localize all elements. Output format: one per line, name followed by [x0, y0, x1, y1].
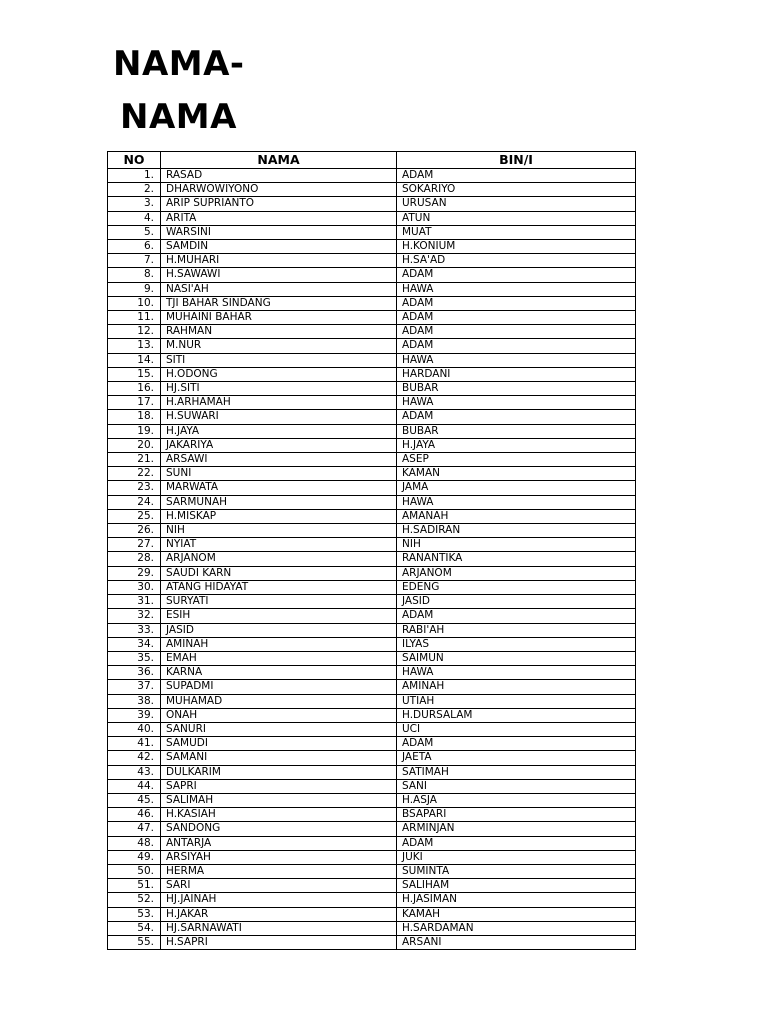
- row-bin: ADAM: [397, 325, 636, 339]
- table-row: [108, 268, 636, 282]
- row-bin: UCI: [397, 722, 636, 736]
- table-row: [108, 722, 636, 736]
- row-nama: SARMUNAH: [161, 495, 397, 509]
- table-row: [108, 197, 636, 211]
- row-nama: SANURI: [161, 722, 397, 736]
- row-number: 29.: [108, 566, 161, 580]
- table-row: [108, 325, 636, 339]
- row-nama: ANTARJA: [161, 836, 397, 850]
- row-nama: EMAH: [161, 651, 397, 665]
- header-nama: NAMA: [161, 152, 397, 169]
- row-bin: JUKI: [397, 850, 636, 864]
- row-nama: SAUDI KARN: [161, 566, 397, 580]
- row-number: 7.: [108, 254, 161, 268]
- row-bin: ADAM: [397, 737, 636, 751]
- row-nama: SARI: [161, 879, 397, 893]
- row-bin: NIH: [397, 538, 636, 552]
- row-bin: URUSAN: [397, 197, 636, 211]
- row-number: 45.: [108, 793, 161, 807]
- row-nama: NIH: [161, 524, 397, 538]
- row-number: 1.: [108, 169, 161, 183]
- row-bin: ILYAS: [397, 637, 636, 651]
- row-nama: NASI'AH: [161, 282, 397, 296]
- row-bin: HARDANI: [397, 367, 636, 381]
- row-number: 26.: [108, 524, 161, 538]
- row-nama: SURYATI: [161, 595, 397, 609]
- row-bin: AMANAH: [397, 509, 636, 523]
- row-number: 35.: [108, 651, 161, 665]
- row-bin: JAMA: [397, 481, 636, 495]
- table-row: [108, 822, 636, 836]
- row-number: 15.: [108, 367, 161, 381]
- row-nama: MUHAMAD: [161, 694, 397, 708]
- names-table: [107, 151, 636, 950]
- table-row: [108, 751, 636, 765]
- row-nama: H.ODONG: [161, 367, 397, 381]
- row-bin: UTIAH: [397, 694, 636, 708]
- table-row: [108, 467, 636, 481]
- row-nama: H.KASIAH: [161, 808, 397, 822]
- row-number: 3.: [108, 197, 161, 211]
- table-row: [108, 694, 636, 708]
- row-number: 30.: [108, 580, 161, 594]
- row-bin: ADAM: [397, 410, 636, 424]
- table-row: [108, 737, 636, 751]
- row-number: 53.: [108, 907, 161, 921]
- row-nama: SALIMAH: [161, 793, 397, 807]
- row-nama: ARSAWI: [161, 453, 397, 467]
- row-number: 55.: [108, 935, 161, 949]
- table-row: [108, 623, 636, 637]
- row-number: 19.: [108, 424, 161, 438]
- row-nama: ATANG HIDAYAT: [161, 580, 397, 594]
- row-number: 8.: [108, 268, 161, 282]
- table-row: [108, 396, 636, 410]
- row-nama: DHARWOWIYONO: [161, 183, 397, 197]
- row-bin: MUAT: [397, 225, 636, 239]
- row-nama: ARIP SUPRIANTO: [161, 197, 397, 211]
- row-number: 38.: [108, 694, 161, 708]
- row-bin: H.JAYA: [397, 438, 636, 452]
- row-bin: HAWA: [397, 495, 636, 509]
- table-header-row: [108, 152, 636, 169]
- row-nama: SUNI: [161, 467, 397, 481]
- row-number: 2.: [108, 183, 161, 197]
- row-number: 23.: [108, 481, 161, 495]
- row-nama: MUHAINI BAHAR: [161, 311, 397, 325]
- table-row: [108, 708, 636, 722]
- row-bin: ASEP: [397, 453, 636, 467]
- header-no: NO: [108, 152, 161, 169]
- table-row: [108, 580, 636, 594]
- table-row: [108, 595, 636, 609]
- row-nama: WARSINI: [161, 225, 397, 239]
- table-row: [108, 893, 636, 907]
- row-number: 12.: [108, 325, 161, 339]
- row-bin: ATUN: [397, 211, 636, 225]
- row-nama: SAMANI: [161, 751, 397, 765]
- row-nama: HJ.SARNAWATI: [161, 921, 397, 935]
- row-bin: HAWA: [397, 282, 636, 296]
- row-number: 46.: [108, 808, 161, 822]
- table-row: [108, 637, 636, 651]
- table-row: [108, 453, 636, 467]
- row-bin: H.JASIMAN: [397, 893, 636, 907]
- row-bin: KAMAN: [397, 467, 636, 481]
- row-number: 34.: [108, 637, 161, 651]
- row-bin: EDENG: [397, 580, 636, 594]
- row-nama: ARJANOM: [161, 552, 397, 566]
- table-row: [108, 367, 636, 381]
- table-row: [108, 808, 636, 822]
- row-number: 11.: [108, 311, 161, 325]
- table-row: [108, 566, 636, 580]
- row-nama: H.SUWARI: [161, 410, 397, 424]
- row-number: 43.: [108, 765, 161, 779]
- row-number: 48.: [108, 836, 161, 850]
- row-bin: HAWA: [397, 666, 636, 680]
- row-bin: RANANTIKA: [397, 552, 636, 566]
- row-bin: JASID: [397, 595, 636, 609]
- row-bin: BSAPARI: [397, 808, 636, 822]
- row-number: 47.: [108, 822, 161, 836]
- row-nama: RAHMAN: [161, 325, 397, 339]
- row-nama: ARSIYAH: [161, 850, 397, 864]
- row-number: 13.: [108, 339, 161, 353]
- row-number: 14.: [108, 353, 161, 367]
- page-title-line-1: NAMA-: [113, 44, 245, 84]
- row-bin: HAWA: [397, 396, 636, 410]
- row-number: 36.: [108, 666, 161, 680]
- row-number: 22.: [108, 467, 161, 481]
- row-nama: ONAH: [161, 708, 397, 722]
- table-row: [108, 907, 636, 921]
- table-row: [108, 211, 636, 225]
- table-row: [108, 495, 636, 509]
- table-row: [108, 240, 636, 254]
- row-nama: DULKARIM: [161, 765, 397, 779]
- row-bin: H.SADIRAN: [397, 524, 636, 538]
- row-number: 37.: [108, 680, 161, 694]
- table-row: [108, 921, 636, 935]
- row-bin: H.SA'AD: [397, 254, 636, 268]
- table-row: [108, 680, 636, 694]
- row-number: 40.: [108, 722, 161, 736]
- row-nama: MARWATA: [161, 481, 397, 495]
- row-nama: H.SAWAWI: [161, 268, 397, 282]
- row-nama: SAMUDI: [161, 737, 397, 751]
- row-bin: ADAM: [397, 311, 636, 325]
- row-nama: AMINAH: [161, 637, 397, 651]
- table-row: [108, 879, 636, 893]
- table-row: [108, 382, 636, 396]
- row-number: 4.: [108, 211, 161, 225]
- row-number: 6.: [108, 240, 161, 254]
- table-row: [108, 509, 636, 523]
- table-row: [108, 311, 636, 325]
- row-number: 5.: [108, 225, 161, 239]
- row-number: 41.: [108, 737, 161, 751]
- row-bin: SAIMUN: [397, 651, 636, 665]
- table-row: [108, 538, 636, 552]
- row-number: 44.: [108, 779, 161, 793]
- table-row: [108, 410, 636, 424]
- row-nama: HERMA: [161, 864, 397, 878]
- row-number: 52.: [108, 893, 161, 907]
- row-number: 31.: [108, 595, 161, 609]
- table-row: [108, 779, 636, 793]
- row-nama: SITI: [161, 353, 397, 367]
- row-bin: ARJANOM: [397, 566, 636, 580]
- row-number: 24.: [108, 495, 161, 509]
- row-nama: HJ.JAINAH: [161, 893, 397, 907]
- row-number: 27.: [108, 538, 161, 552]
- row-nama: SAPRI: [161, 779, 397, 793]
- table-row: [108, 651, 636, 665]
- table-row: [108, 935, 636, 949]
- table-row: [108, 254, 636, 268]
- row-bin: SOKARIYO: [397, 183, 636, 197]
- row-bin: H.ASJA: [397, 793, 636, 807]
- row-number: 20.: [108, 438, 161, 452]
- row-number: 25.: [108, 509, 161, 523]
- row-nama: KARNA: [161, 666, 397, 680]
- row-bin: HAWA: [397, 353, 636, 367]
- table-row: [108, 296, 636, 310]
- row-bin: BUBAR: [397, 424, 636, 438]
- row-number: 49.: [108, 850, 161, 864]
- row-nama: NYIAT: [161, 538, 397, 552]
- row-nama: H.MISKAP: [161, 509, 397, 523]
- row-number: 21.: [108, 453, 161, 467]
- row-number: 39.: [108, 708, 161, 722]
- row-nama: RASAD: [161, 169, 397, 183]
- table-row: [108, 524, 636, 538]
- row-nama: H.JAKAR: [161, 907, 397, 921]
- table-row: [108, 666, 636, 680]
- row-bin: ADAM: [397, 836, 636, 850]
- table-body: [108, 169, 636, 950]
- table-row: [108, 438, 636, 452]
- table-row: [108, 836, 636, 850]
- row-bin: RABI'AH: [397, 623, 636, 637]
- row-nama: SUPADMI: [161, 680, 397, 694]
- row-number: 10.: [108, 296, 161, 310]
- row-bin: JAETA: [397, 751, 636, 765]
- page-title-line-2: NAMA: [120, 97, 237, 137]
- row-bin: ADAM: [397, 339, 636, 353]
- row-bin: SANI: [397, 779, 636, 793]
- row-bin: H.KONIUM: [397, 240, 636, 254]
- row-bin: ARSANI: [397, 935, 636, 949]
- table-row: [108, 225, 636, 239]
- row-bin: ADAM: [397, 169, 636, 183]
- row-number: 33.: [108, 623, 161, 637]
- row-bin: H.SARDAMAN: [397, 921, 636, 935]
- row-number: 51.: [108, 879, 161, 893]
- table-row: [108, 169, 636, 183]
- row-number: 17.: [108, 396, 161, 410]
- row-number: 18.: [108, 410, 161, 424]
- table-row: [108, 339, 636, 353]
- row-number: 42.: [108, 751, 161, 765]
- table-row: [108, 552, 636, 566]
- table-row: [108, 424, 636, 438]
- row-nama: H.SAPRI: [161, 935, 397, 949]
- row-number: 28.: [108, 552, 161, 566]
- row-nama: M.NUR: [161, 339, 397, 353]
- table-row: [108, 353, 636, 367]
- row-number: 9.: [108, 282, 161, 296]
- row-nama: JAKARIYA: [161, 438, 397, 452]
- row-nama: JASID: [161, 623, 397, 637]
- table-row: [108, 864, 636, 878]
- table-row: [108, 481, 636, 495]
- row-number: 54.: [108, 921, 161, 935]
- row-nama: SANDONG: [161, 822, 397, 836]
- row-nama: TJI BAHAR SINDANG: [161, 296, 397, 310]
- row-bin: ADAM: [397, 268, 636, 282]
- row-bin: SUMINTA: [397, 864, 636, 878]
- row-nama: SAMDIN: [161, 240, 397, 254]
- table-row: [108, 609, 636, 623]
- row-nama: H.JAYA: [161, 424, 397, 438]
- row-bin: AMINAH: [397, 680, 636, 694]
- header-bin: BIN/I: [397, 152, 636, 169]
- row-bin: H.DURSALAM: [397, 708, 636, 722]
- row-number: 32.: [108, 609, 161, 623]
- row-bin: SATIMAH: [397, 765, 636, 779]
- row-nama: HJ.SITI: [161, 382, 397, 396]
- table-row: [108, 793, 636, 807]
- row-nama: H.ARHAMAH: [161, 396, 397, 410]
- row-bin: ADAM: [397, 609, 636, 623]
- row-bin: BUBAR: [397, 382, 636, 396]
- row-number: 16.: [108, 382, 161, 396]
- table-row: [108, 850, 636, 864]
- row-bin: KAMAH: [397, 907, 636, 921]
- row-bin: ARMINJAN: [397, 822, 636, 836]
- table-row: [108, 282, 636, 296]
- row-nama: ARITA: [161, 211, 397, 225]
- row-bin: SALIHAM: [397, 879, 636, 893]
- table-row: [108, 765, 636, 779]
- table-row: [108, 183, 636, 197]
- row-bin: ADAM: [397, 296, 636, 310]
- row-nama: ESIH: [161, 609, 397, 623]
- row-number: 50.: [108, 864, 161, 878]
- row-nama: H.MUHARI: [161, 254, 397, 268]
